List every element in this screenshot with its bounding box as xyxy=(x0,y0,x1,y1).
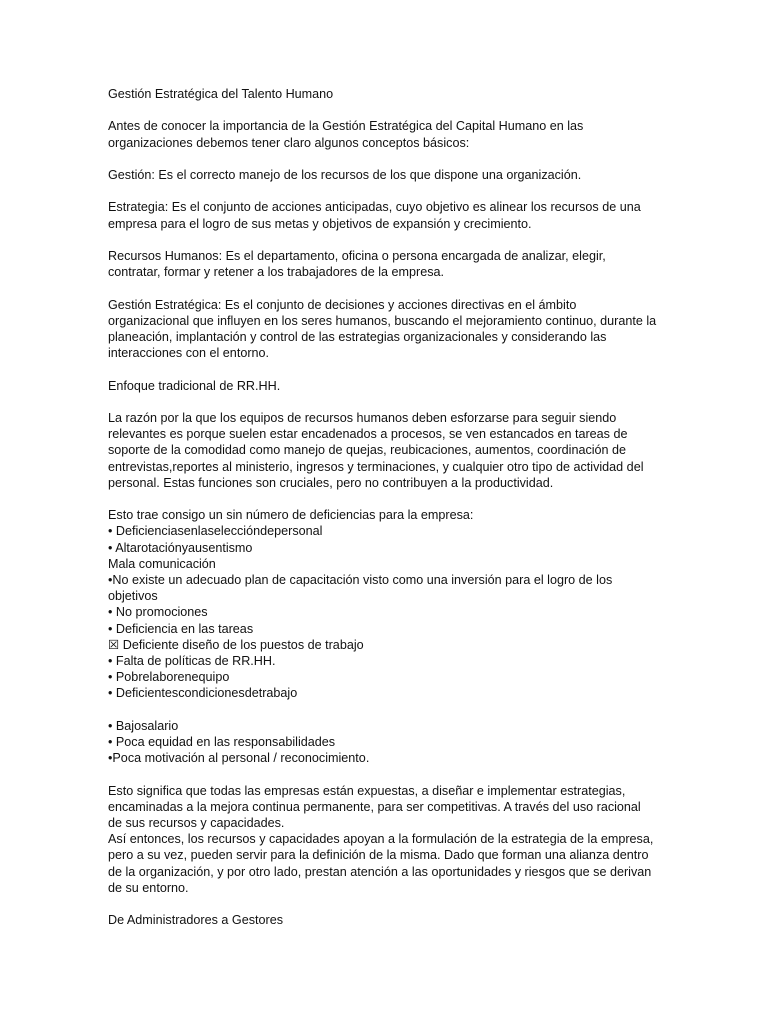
paragraph-asi-entonces: Así entonces, los recursos y capacidades apoyan a la formulación de la estrategia de la empresa, pero a su vez, pueden servir para la definición de la misma. Dado que forman una alianza dentro de la organización, y por otro lado, prestan atención a las oportunidades y riesgos que se derivan de su entorno. xyxy=(108,832,654,895)
intro-paragraph: Antes de conocer la importancia de la Gestión Estratégica del Capital Humano en las organizaciones debemos tener claro algunos conceptos básicos: xyxy=(108,119,584,150)
document-page xyxy=(108,86,658,928)
definition-estrategia: Estrategia: Es el conjunto de acciones anticipadas, cuyo objetivo es alinear los recursos de una empresa para el logro de sus metas y objetivos de expansión y crecimiento. xyxy=(108,200,641,231)
paragraph-razon: La razón por la que los equipos de recursos humanos deben esforzarse para seguir siendo relevantes es porque suelen estar encadenados a procesos, se ven estancados en tareas de soporte de la comodidad como manejo de quejas, reubicaciones, aumentos, coordinación de entrevistas,reportes al ministerio, ingresos y terminaciones, y cualquier otro tipo de actividad del personal. Estas funciones son cruciales, pero no contribuyen a la productividad. xyxy=(108,410,644,490)
deficiencias-list-2 xyxy=(108,718,658,767)
heading-administradores-gestores: De Administradores a Gestores xyxy=(108,913,283,928)
list-item: ☒ Deficiente diseño de los puestos de trabajo xyxy=(108,637,364,652)
definition-gestion: Gestión: Es el correcto manejo de los recursos de los que dispone una organización. xyxy=(108,167,582,182)
definition-recursos-humanos: Recursos Humanos: Es el departamento, oficina o persona encargada de analizar, elegir, contratar, formar y retener a los trabajadores de la empresa. xyxy=(108,248,606,280)
document-title: Gestión Estratégica del Talento Humano xyxy=(108,87,334,101)
list-item: • Falta de políticas de RR.HH. xyxy=(108,653,276,668)
list-item: • Bajosalario xyxy=(108,718,179,733)
list-item: • Altarotaciónyausentismo xyxy=(108,540,253,555)
list-item: • Pobrelaborenequipo xyxy=(108,670,230,685)
list-item: •No existe un adecuado plan de capacitación visto como una inversión para el logro de los objetivos xyxy=(108,572,613,604)
list-item: •Poca motivación al personal / reconocimiento. xyxy=(108,751,370,766)
list-item: • Poca equidad en las responsabilidades xyxy=(108,734,336,749)
list-item: • Deficiencia en las tareas xyxy=(108,621,254,636)
deficiencias-lead: Esto trae consigo un sin número de deficiencias para la empresa: xyxy=(108,508,474,523)
list-item: • Deficientescondicionesdetrabajo xyxy=(108,686,298,701)
heading-enfoque-tradicional: Enfoque tradicional de RR.HH. xyxy=(108,378,281,393)
definition-gestion-estrategica: Gestión Estratégica: Es el conjunto de decisiones y acciones directivas en el ámbito organizacional que influyen en los seres humanos, buscando el mejoramiento continuo, durante la planeación, implantación y control de las estrategias organizacionales y considerando las interacciones con el entorno. xyxy=(108,297,657,361)
list-item: Mala comunicación xyxy=(108,556,216,571)
deficiencias-list-1 xyxy=(108,523,658,701)
paragraph-significa: Esto significa que todas las empresas están expuestas, a diseñar e implementar estrategias, encaminadas a la mejora continua permanente, para ser competitivas. A través del uso racional de sus recursos y capacidades. xyxy=(108,783,641,830)
list-item: • Deficienciasenlaseleccióndepersonal xyxy=(108,524,323,539)
list-item: • No promociones xyxy=(108,605,208,620)
